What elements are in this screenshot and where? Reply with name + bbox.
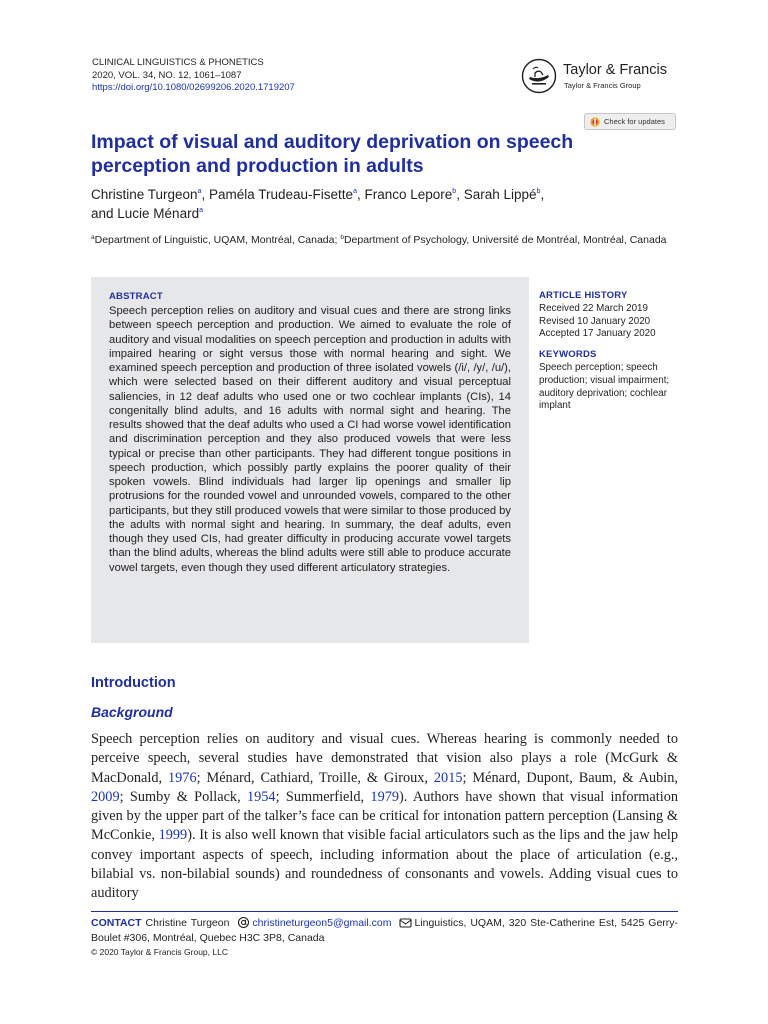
contact-name: Christine Turgeon (145, 917, 230, 929)
abstract-heading: ABSTRACT (109, 291, 163, 302)
article-title: Impact of visual and auditory deprivation on speech perception and production in adults (91, 131, 574, 177)
footer-rule (91, 911, 678, 912)
citation-link[interactable]: 1979 (370, 788, 400, 805)
subsection-heading-background: Background (91, 704, 173, 720)
article-meta-sidebar (539, 290, 679, 413)
author-1[interactable]: Christine Turgeon$^a$ (91, 187, 202, 202)
contact-label: CONTACT (91, 917, 142, 929)
author-3[interactable]: Franco Lepore$^b$ (364, 187, 457, 202)
volume-line: 2020, VOL. 34, NO. 12, 1061–1087 (92, 69, 242, 81)
address-icon (399, 917, 412, 928)
abstract-box (91, 277, 529, 643)
contact-address: Linguistics, UQAM, 320 Ste-Catherine Est, 5425 Gerry-Boulet #306, Montréal, Quebec H3C 3P8, Canada (91, 917, 679, 944)
author-4[interactable]: Sarah Lippé$^b$ (463, 187, 541, 202)
publisher-group: Taylor & Francis Group (564, 81, 641, 90)
citation-link[interactable]: 1999 (158, 827, 188, 844)
lamp-logo-icon (521, 58, 557, 94)
journal-info (92, 57, 295, 95)
keywords-text: Speech perception; speech production; visual impairment; auditory deprivation; cochlear implant (539, 361, 670, 412)
accepted-date: Accepted 17 January 2020 (539, 328, 656, 340)
crossmark-icon (590, 117, 600, 127)
publisher-name: Taylor & Francis (563, 62, 667, 78)
abstract-text: Speech perception relies on auditory and visual cues and there are strong links between speech perception and production. We aimed to evaluate the role of auditory and visual modalities on speech perception and production in adults with impaired hearing or sight versus those with normal hearing and sight. We examined speech perception and production of three isolated vowels (/i/, /y/, /u/), which were selected based on their different auditory and visual perceptual saliencies, in 12 deaf adults who used one or two cochlear implants (CIs), 14 congenitally blind adults, and 16 adults with normal sight and hearing. The results showed that the deaf adults who used a CI had worse vowel identification and discrimination perception and they also produced vowels that were less typical or precise than other participants. They had different tongue positions in speech production, which possibly partly explains the poorer quality of their spoken vowels. Blind individuals had larger lip openings and smaller lip protrusions for the rounded vowel and unrounded vowels, compared to the other participants, but they still produced vowels that were similar to those produced by the adults with normal sight and hearing. In summary, the deaf adults, even though they used CIs, had greater difficulty in producing accurate vowel targets than the blind adults, whereas the blind adults were still able to produce accurate vowel targets, even though they used different articulatory strategies. (109, 305, 511, 574)
revised-date: Revised 10 January 2020 (539, 315, 651, 327)
citation-link[interactable]: 1976 (168, 769, 197, 786)
citation-link[interactable]: 2009 (91, 788, 120, 805)
publisher-logo[interactable] (521, 58, 681, 96)
author-list: Christine Turgeon$^a$, Paméla Trudeau-Fisette$^a$, Franco Lepore$^b$, Sarah Lippé$^b$, and Lucie Ménard$^a$ (91, 187, 545, 221)
check-updates-label: Check for updates (604, 117, 665, 126)
contact-line (91, 916, 678, 945)
copyright: © 2020 Taylor & Francis Group, LLC (91, 947, 228, 957)
author-2[interactable]: Paméla Trudeau-Fisette$^a$ (208, 187, 357, 202)
received-date: Received 22 March 2019 (539, 302, 648, 314)
email-link[interactable]: christineturgeon5@gmail.com (252, 917, 392, 929)
article-history-heading: ARTICLE HISTORY (539, 290, 628, 301)
affiliations: $^a$Department of Linguistic, UQAM, Montréal, Canada; $^b$Department of Psychology, Université de Montréal, Montréal, Canada (91, 234, 667, 246)
author-5[interactable]: Lucie Ménard$^a$ (117, 206, 203, 221)
citation-link[interactable]: 2015 (433, 769, 463, 786)
email-icon (237, 917, 250, 928)
check-updates-button[interactable] (584, 113, 676, 130)
journal-name: CLINICAL LINGUISTICS & PHONETICS (92, 57, 264, 68)
doi-link[interactable]: https://doi.org/10.1080/02699206.2020.1719207 (92, 82, 295, 93)
section-heading-introduction: Introduction (91, 675, 176, 691)
keywords-heading: KEYWORDS (539, 349, 597, 361)
citation-link[interactable]: 1954 (246, 788, 276, 805)
intro-paragraph: Speech perception relies on auditory and visual cues. Whereas hearing is commonly needed to perceive speech, several studies have demonstrated that vision also plays a role (McGurk & MacDonald, 1976; Ménard, Cathiard, Troille, & Giroux, 2015; Ménard, Dupont, Baum, & Aubin, 2009; Sumby & Pollack, 1954; Summerfield, 1979). Authors have shown that visual information given by the upper part of the talker’s face can be critical for intonation pattern perception (Lansing & McConkie, 1999). It is also well known that visible facial articulators such as the lips and the jaw help convey important aspects of speech, including information about the place of articulation (e.g., bilabial vs. non-bilabial sounds) and roundedness of consonants and vowels. Adding visual cues to auditory (91, 731, 678, 902)
